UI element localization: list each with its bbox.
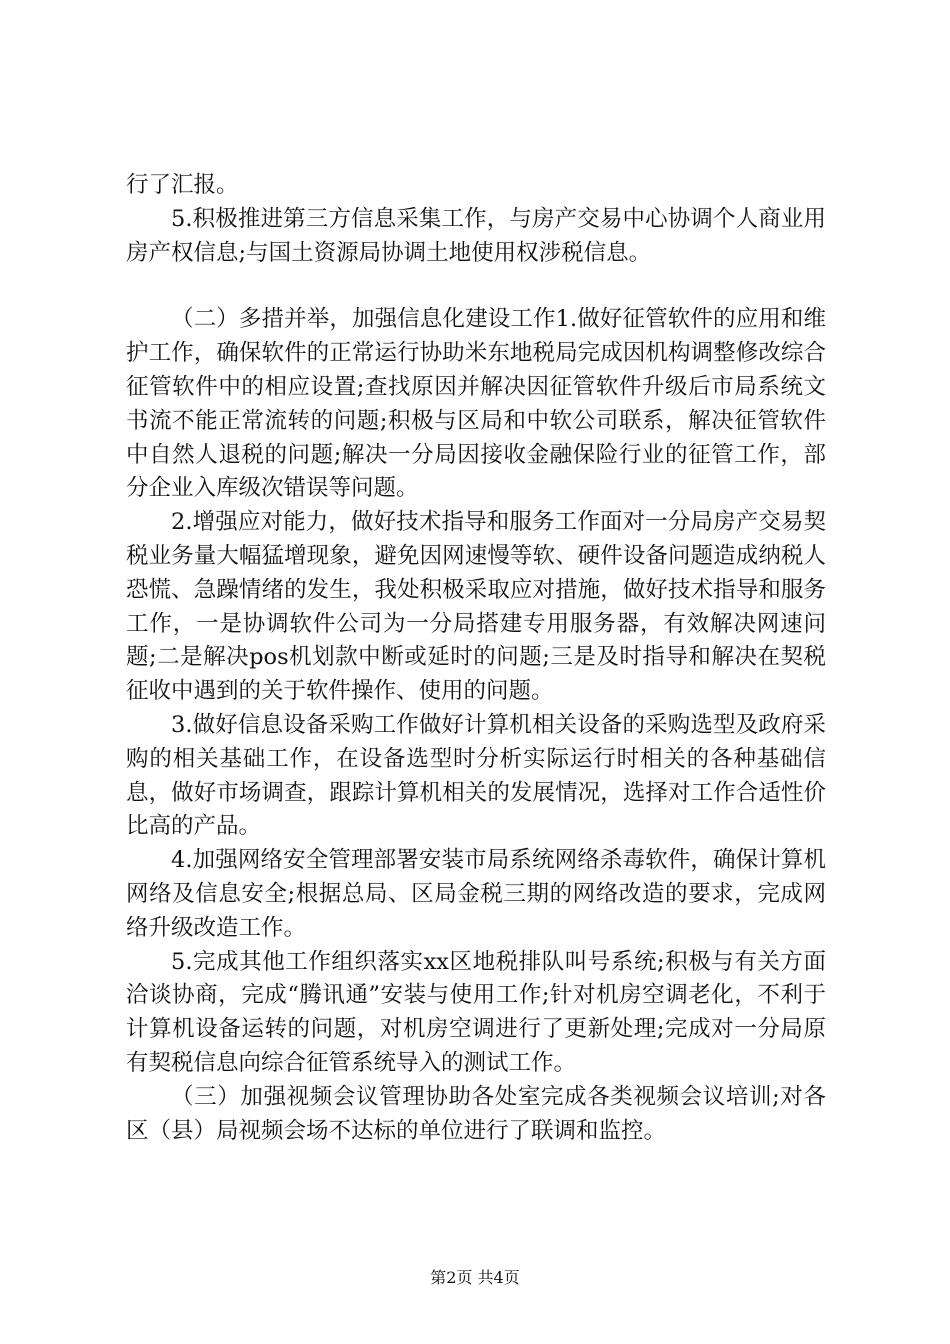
paragraph-item-5-info-collection: 5.积极推进第三方信息采集工作，与房产交易中心协调个人商业用房产权信息;与国土资源局协调土地使用权涉税信息。 bbox=[126, 205, 826, 266]
paragraph-item-3-procurement: 3.做好信息设备采购工作做好计算机相关设备的采购选型及政府采购的相关基础工作，在设备选型时分析实际运行时相关的各种基础信息，做好市场调查，跟踪计算机相关的发展情况，选择对工作合适性价比高的产品。 bbox=[126, 711, 826, 840]
paragraph-section-3-video-conference: （三）加强视频会议管理协助各处室完成各类视频会议培训;对各区（县）局视频会场不达标的单位进行了联调和监控。 bbox=[126, 1083, 826, 1144]
page-number-footer: 第2页 共4页 bbox=[430, 1268, 520, 1287]
paragraph-item-4-network-security: 4.加强网络安全管理部署安装市局系统网络杀毒软件，确保计算机网络及信息安全;根据总局、区局金税三期的网络改造的要求，完成网络升级改造工作。 bbox=[126, 847, 826, 941]
paragraph-continuation: 行了汇报。 bbox=[126, 172, 239, 198]
paragraph-item-2-response: 2.增强应对能力，做好技术指导和服务工作面对一分局房产交易契税业务量大幅猛增现象，避免因网速慢等软、硬件设备问题造成纳税人恐慌、急躁情绪的发生，我处积极采取应对措施，做好技术指导和服务工作，一是协调软件公司为一分局搭建专用服务器，有效解决网速问题;二是解决pos机划款中断或延时的问题;三是及时指导和解决在契税征收中遇到的关于软件操作、使用的问题。 bbox=[126, 509, 826, 705]
paragraph-item-5-other-work: 5.完成其他工作组织落实xx区地税排队叫号系统;积极与有关方面洽谈协商，完成“腾讯通”安装与使用工作;针对机房空调老化，不利于计算机设备运转的问题，对机房空调进行了更新处理;完成对一分局原有契税信息向综合征管系统导入的测试工作。 bbox=[126, 948, 826, 1076]
document-body bbox=[126, 169, 826, 1148]
paragraph-section-2-heading: （二）多措并举，加强信息化建设工作1.做好征管软件的应用和维护工作，确保软件的正常运行协助米东地税局完成因机构调整修改综合征管软件中的相应设置;查找原因并解决因征管软件升级后市局系统文书流不能正常流转的问题;积极与区局和中软公司联系，解决征管软件中自然人退税的问题;解决一分局因接收金融保险行业的征管工作，部分企业入库级次错误等问题。 bbox=[126, 306, 826, 502]
